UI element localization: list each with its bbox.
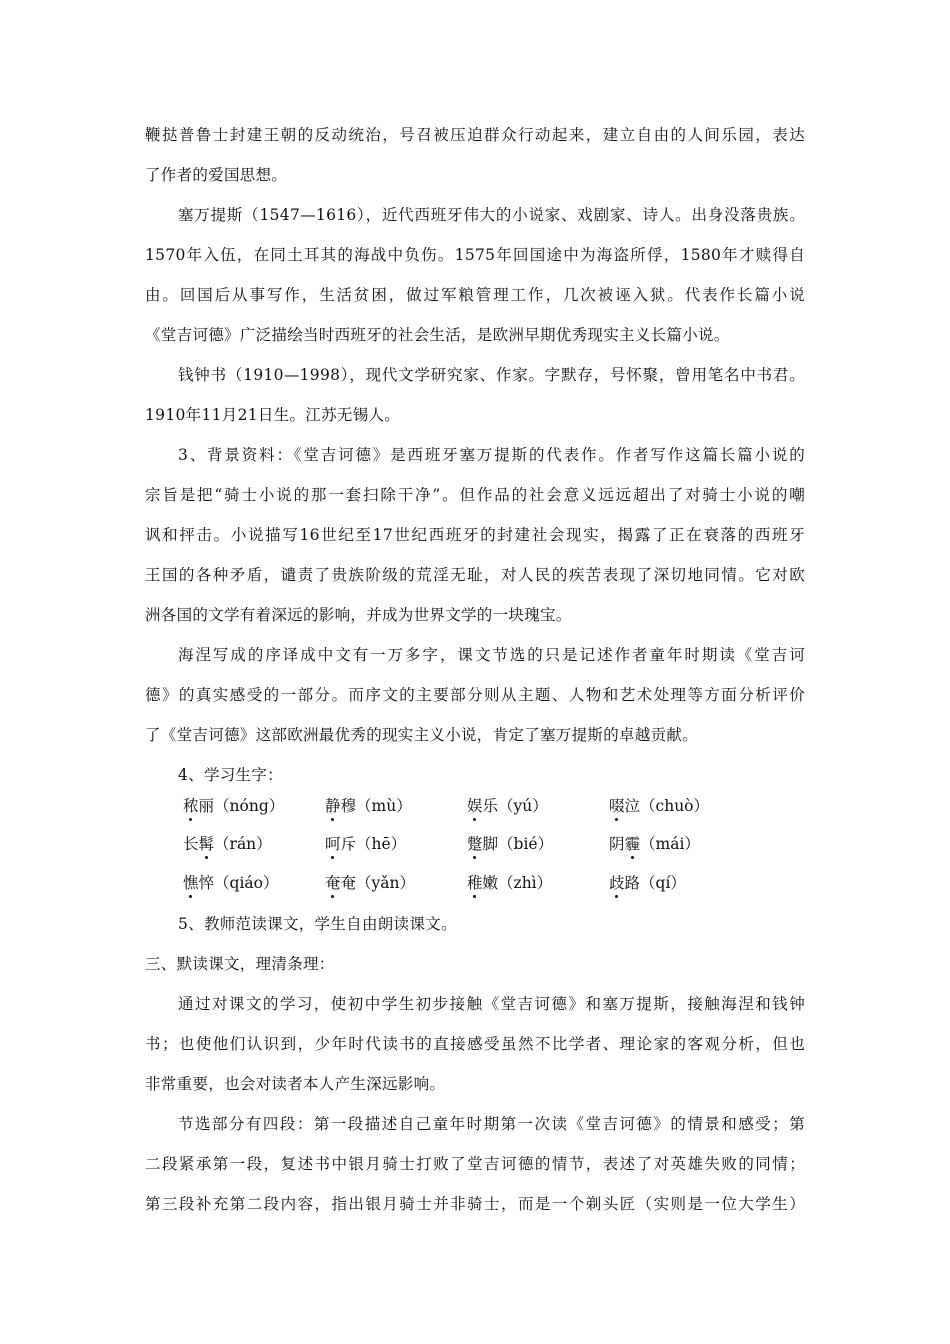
vocab-dotted-char: 呵: [325, 835, 341, 853]
vocab-heading: 4、学习生字：: [178, 766, 283, 784]
vocab-rest-char: 泣: [624, 797, 641, 815]
vocab-pinyin: （hē）: [356, 835, 407, 853]
vocab-pinyin: （bié）: [498, 835, 554, 853]
paragraph-7-line-1: 节选部分有四段：第一段描述自己童年时期第一次读《堂吉诃德》的情景和感受；第: [178, 1115, 805, 1133]
paragraph-4-line-1: 3、背景资料：《堂吉诃德》是西班牙塞万提斯的代表作。作者写作这篇长篇小说的: [178, 446, 805, 464]
vocab-pre-char: 阴: [609, 835, 625, 853]
vocab-dotted-char: 娱: [467, 797, 483, 815]
vocab-pinyin: （yú）: [498, 797, 548, 815]
vocab-rest-char: 脚: [482, 835, 499, 853]
section-3-heading: 三、默读课文，理清条理：: [145, 955, 335, 973]
vocab-dotted-char: 秾: [183, 797, 199, 815]
vocab-dotted-char: 憔: [183, 874, 199, 892]
paragraph-7-line-3: 第三段补充第二段内容，指出银月骑士并非骑士，而是一个剃头匠（实则是一位大学生）: [145, 1195, 805, 1213]
paragraph-3-line-2: 1910年11月21日生。江苏无锡人。: [145, 406, 401, 424]
paragraph-6-line-2: 书；也使他们认识到，少年时代读书的直接感受虽然不比学者、理论家的客观分析，但也: [145, 1035, 805, 1053]
vocab-rest-char: 嫩: [482, 874, 499, 892]
paragraph-7-line-2: 二段紧承第一段，复述书中银月骑士打败了堂吉诃德的情节，表述了对英雄失败的同情；: [145, 1155, 805, 1173]
vocab-item: [325, 873, 415, 893]
vocab-item: [467, 873, 552, 893]
paragraph-1-line-2: 了作者的爱国思想。: [145, 166, 288, 184]
paragraph-2-line-2: 1570年入伍，在同土耳其的海战中负伤。1575年回国途中为海盗所俘，1580年才赎得自: [145, 246, 805, 264]
vocab-pinyin: （rán）: [214, 835, 272, 853]
vocab-item: [183, 873, 278, 893]
step-5: 5、教师范读课文，学生自由朗读课文。: [178, 915, 457, 933]
vocab-pinyin: （mái）: [640, 835, 700, 853]
vocab-item: [325, 796, 412, 816]
vocab-rest-char: 乐: [482, 797, 499, 815]
vocab-pinyin: （qí）: [640, 874, 686, 892]
vocab-item: [609, 834, 700, 854]
paragraph-5-line-2: 德》的真实感受的一部分。而序文的主要部分则从主题、人物和艺术处理等方面分析评价: [145, 686, 805, 704]
paragraph-2-line-3: 由。回国后从事写作，生活贫困，做过军粮管理工作，几次被诬入狱。代表作长篇小说: [145, 286, 805, 304]
vocab-item: [609, 796, 709, 816]
vocab-rest-char: 穆: [340, 797, 357, 815]
vocab-item: [467, 796, 548, 816]
vocab-pinyin: （mù）: [356, 797, 412, 815]
vocab-rest-char: 斥: [340, 835, 357, 853]
vocab-pinyin: （yǎn）: [356, 874, 416, 892]
paragraph-2-line-1: 塞万提斯（1547—1616），近代西班牙伟大的小说家、戏剧家、诗人。出身没落贵族。: [178, 206, 805, 224]
vocab-item: [467, 834, 553, 854]
vocab-rest-char: 丽: [198, 797, 215, 815]
paragraph-4-line-2: 宗旨是把“骑士小说的那一套扫除干净”。但作品的社会意义远远超出了对骑士小说的嘲: [145, 486, 805, 504]
vocab-dotted-char: 啜: [609, 797, 625, 815]
paragraph-3-line-1: 钱钟书（1910—1998），现代文学研究家、作家。字默存，号怀聚，曾用笔名中书君。: [178, 366, 805, 384]
paragraph-5-line-1: 海涅写成的序译成中文有一万多字，课文节选的只是记述作者童年时期读《堂吉诃: [178, 646, 805, 664]
vocab-pinyin: （zhì）: [498, 874, 553, 892]
vocab-rest-char: 奄: [340, 874, 357, 892]
paragraph-6-line-3: 非常重要，也会对读者本人产生深远影响。: [145, 1075, 446, 1093]
paragraph-4-line-4: 王国的各种矛盾，谴责了贵族阶级的荒淫无耻，对人民的疾苦表现了深切地同情。它对欧: [145, 566, 805, 584]
vocab-dotted-char: 蹩: [467, 835, 483, 853]
vocab-item: [183, 796, 284, 816]
vocab-dotted-char: 歧: [609, 874, 625, 892]
vocab-pinyin: （qiáo）: [214, 874, 279, 892]
vocab-pre-char: 长: [183, 835, 199, 853]
vocab-dotted-char: 髯: [198, 835, 215, 853]
vocab-rest-char: 路: [624, 874, 641, 892]
paragraph-4-line-3: 讽和抨击。小说描写16世纪至17世纪西班牙的封建社会现实，揭露了正在衰落的西班牙: [145, 526, 805, 544]
vocab-dotted-char: 静: [325, 797, 341, 815]
vocab-dotted-char: 奄: [325, 874, 341, 892]
paragraph-2-line-4: 《堂吉诃德》广泛描绘当时西班牙的社会生活，是欧洲早期优秀现实主义长篇小说。: [145, 326, 730, 344]
vocab-pinyin: （chuò）: [640, 797, 710, 815]
vocab-rest-char: 悴: [198, 874, 215, 892]
vocab-pinyin: （nóng）: [214, 797, 285, 815]
paragraph-1-line-1: 鞭挞普鲁士封建王朝的反动统治，号召被压迫群众行动起来，建立自由的人间乐园，表达: [145, 126, 805, 144]
paragraph-4-line-5: 洲各国的文学有着深远的影响，并成为世界文学的一块瑰宝。: [145, 606, 572, 624]
vocab-dotted-char: 霾: [624, 835, 641, 853]
paragraph-6-line-1: 通过对课文的学习，使初中学生初步接触《堂吉诃德》和塞万提斯，接触海涅和钱钟: [178, 995, 805, 1013]
vocab-item: [609, 873, 686, 893]
vocab-item: [325, 834, 406, 854]
vocab-item: [183, 834, 272, 854]
paragraph-5-line-3: 了《堂吉诃德》这部欧洲最优秀的现实主义小说，肯定了塞万提斯的卓越贡献。: [145, 726, 699, 744]
vocab-dotted-char: 稚: [467, 874, 483, 892]
